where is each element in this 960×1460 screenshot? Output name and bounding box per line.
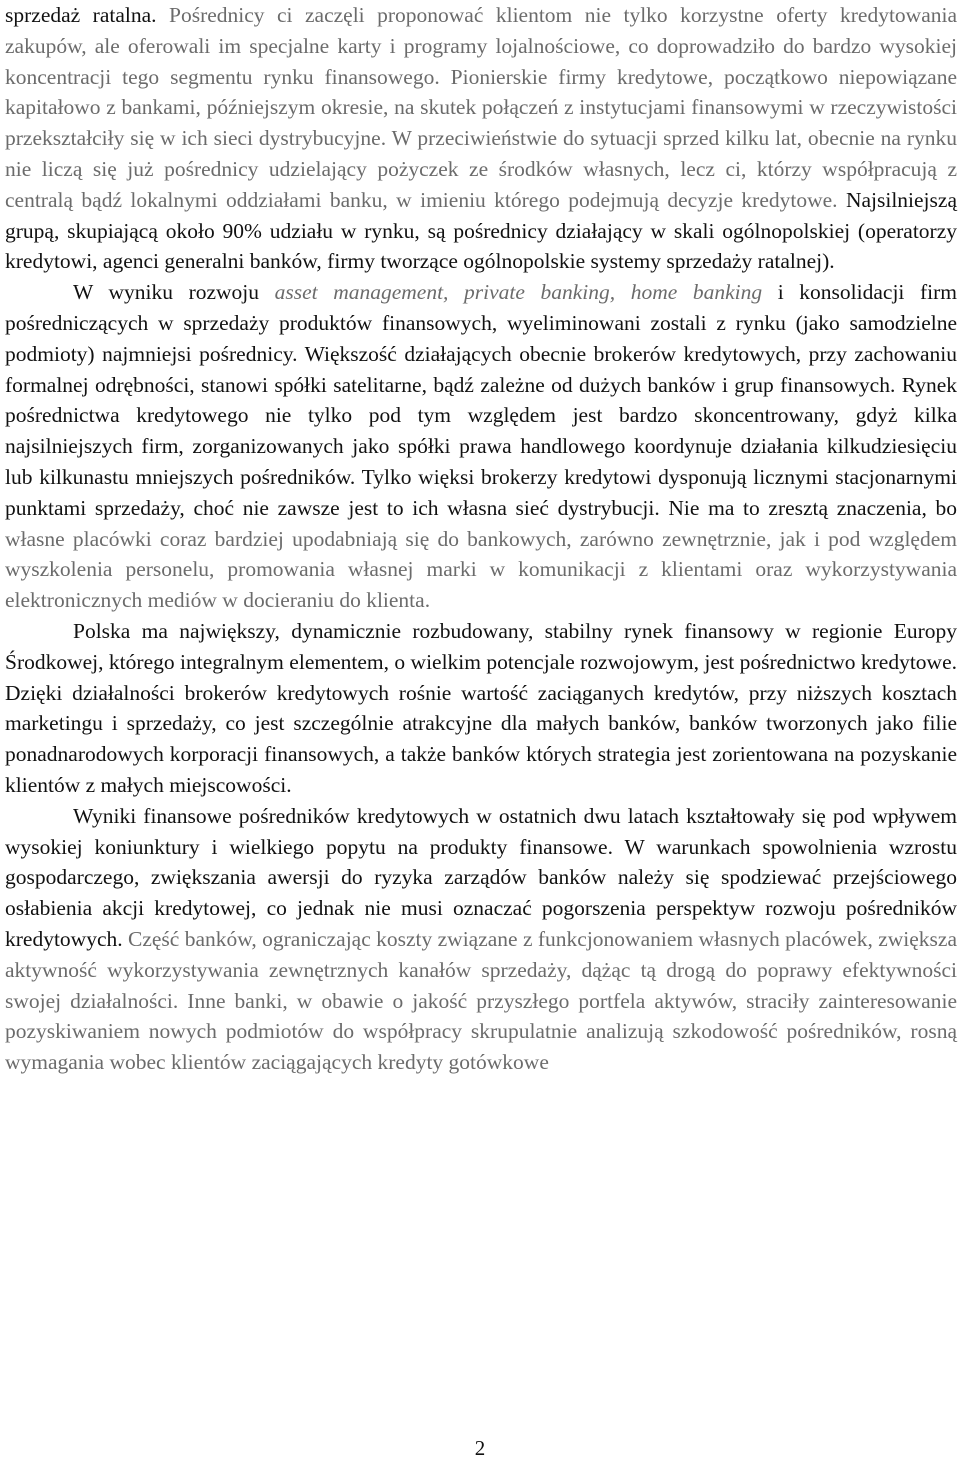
page-number: 2	[474, 1436, 486, 1460]
text-run: W przeciwieństwie do sytuacji sprzed kilku lat, obecnie na rynku nie liczą się już pośrednicy udzielający pożyczek ze środków własnych, lecz ci, którzy współpracują z centralą bądź lokalnymi oddziałami banku, w imieniu którego podejmują decyzje kredytowe.	[5, 126, 957, 212]
paragraph-2	[5, 277, 957, 616]
italic-text-run: asset management, private banking, home banking	[274, 280, 763, 305]
text-run: Część banków, ograniczając koszty związane z funkcjonowaniem własnych placówek, zwiększa aktywność wykorzystywania zewnętrznych kanałów sprzedaży, dążąc tą drogą do poprawy efektywności swojej działalności. Inne banki, w obawie o jakość przyszłego portfela aktywów, straciły zainteresowanie pozyskiwaniem nowych podmiotów do współpracy skrupulatnie analizują szkodowość pośredników, rosną wymagania wobec klientów zaciągających kredyty gotówkowe	[5, 926, 957, 1075]
text-run: Polska ma największy, dynamicznie rozbudowany, stabilny rynek finansowy w regionie Europy Środkowej, którego integralnym elementem, o wielkim potencjale rozwojowym, jest pośrednictwo kredytowe. Dzięki działalności brokerów kredytowych rośnie wartość zaciąganych kredytów, przy niższych kosztach marketingu i sprzedaży, co jest szczególnie atrakcyjne dla małych banków, banków tworzonych jako filie ponadnarodowych korporacji finansowych, a także banków których strategia jest zorientowana na pozyskanie klientów z małych miejscowości.	[5, 618, 957, 797]
text-run: Najsilniejszą grupą, skupiającą około 90% udziału w rynku, są pośrednicy działający w skali ogólnopolskiej (operatorzy kredytowi, agenci generalni banków, firmy tworzące ogólnopolskie systemy sprzedaży ratalnej).	[5, 187, 957, 274]
document-page	[5, 0, 957, 1078]
text-run: sprzedaż ratalna.	[5, 3, 169, 27]
text-run: własne placówki coraz bardziej upodabniają się do bankowych, zarówno zewnętrznie, jak i pod względem wyszkolenia personelu, promowania własnej marki w komunikacji z klientami oraz wykorzystywania elektronicznych mediów w docieraniu do klienta.	[5, 526, 957, 613]
paragraph-4	[5, 801, 957, 1078]
text-run: W wyniku rozwoju	[73, 280, 275, 305]
paragraph-3	[5, 616, 957, 801]
text-run: i konsolidacji firm pośredniczących w sprzedaży produktów finansowych, wyeliminowani zostali z rynku (jako samodzielne podmioty) najmniejsi pośrednicy. Większość działających obecnie brokerów kredytowych, przy zachowaniu formalnej odrębności, stanowi spółki satelitarne, bądź zależne od dużych banków i grup finansowych. Rynek pośrednictwa kredytowego nie tylko pod tym względem jest bardzo skoncentrowany, gdyż kilka najsilniejszych firm, zorganizowanych jako spółki prawa handlowego koordynuje działania kilkudziesięciu lub kilkunastu mniejszych pośredników. Tylko więksi brokerzy kredytowi dysponują licznymi stacjonarnymi punktami sprzedaży, choć nie zawsze jest to ich własna sieć dystrybucji. Nie ma to zresztą znaczenia, bo	[5, 280, 957, 520]
paragraph-1	[5, 0, 957, 277]
text-run: Pośrednicy ci zaczęli proponować klientom nie tylko korzystne oferty kredytowania zakupów, ale oferowali im specjalne karty i programy lojalnościowe, co doprowadziło do bardzo wysokiej koncentracji tego segmentu rynku finansowego. Pionierskie firmy kredytowe, początkowo niepowiązane kapitałowo z bankami, późniejszym okresie, na skutek połączeń z instytucjami finansowymi w rzeczywistości przekształciły się w ich sieci dystrybucyjne.	[5, 3, 958, 151]
text-run: Wyniki finansowe pośredników kredytowych w ostatnich dwu latach kształtowały się pod wpływem wysokiej koniunktury i wielkiego popytu na produkty finansowe. W warunkach spowolnienia wzrostu gospodarczego, zwiększania awersji do ryzyka zarządów banków należy się spodziewać przejściowego osłabienia akcji kredytowej, co jednak nie musi oznaczać pogorszenia perspektyw rozwoju pośredników kredytowych.	[5, 803, 957, 951]
